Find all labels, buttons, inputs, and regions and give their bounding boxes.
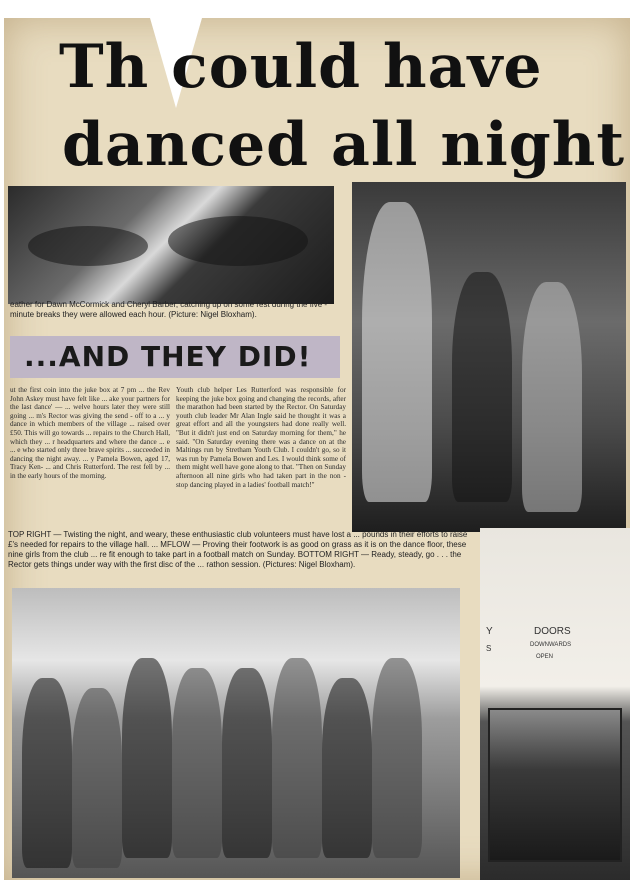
subheading-text: ...AND THEY DID! (24, 340, 312, 373)
photo-football-girls (12, 588, 460, 878)
sign-downwards: DOWNWARDS (530, 642, 572, 648)
photo-figure (322, 678, 372, 858)
article-column-2 (176, 386, 346, 544)
sign-open: OPEN (536, 654, 554, 660)
jukebox (488, 708, 622, 862)
photo-figure (452, 272, 512, 502)
headline-line-2: danced all night (62, 110, 626, 180)
caption-middle: TOP RIGHT — Twisting the night, and weary, these enthusiastic club volunteers must have lost a ... pounds in their efforts to raise £'s needed for repairs to the village hall. ... MFLOW — Proving their footwork is as good on grass as it is on the dance floor, these nine girls from the club ... re fit enough to take part in a football match on Sunday. BOTTOM RIGHT — Ready, steady, go . . . the Rector gets things under way with the first disc of the ... rathon session. (Pictures: Nigel Bloxham). (8, 530, 468, 569)
photo-dancers (352, 182, 626, 532)
photo-figure (168, 216, 308, 266)
article-col1-text: ut the first coin into the juke box at 7 pm ... the Rev John Askey must have felt like ... ake your partners for the last dance' — ... welve hours later they were still going ... m's Rector was giving the send - off to a ... y dance in which members of the village ... raised over £50. This will go towards ... repairs to the Church Hall, which they ... r headquarters and where the dance ... e ... e who started only three brave spirits ... succeeded in dancing the night away. ... y Pamela Bowen, aged 17, Tracy Ken- ... and Chris Rutterford. The rest fell by ... in the early hours of the morning. (10, 386, 170, 480)
photo-figure (522, 282, 582, 512)
photo-sleeping-girls (8, 186, 334, 304)
sign-doors: DOORS (534, 626, 571, 637)
photo-figure (122, 658, 172, 858)
photo-figure (372, 658, 422, 858)
photo-figure (72, 688, 122, 868)
photo-figure (172, 668, 222, 858)
newspaper-clipping (4, 18, 630, 880)
subheading-banner (10, 336, 340, 378)
article-column-1 (10, 386, 170, 524)
sign-partial-y: Y (486, 626, 493, 637)
sign-partial-s: S (486, 644, 492, 653)
caption-top: eather for Dawn McCormick and Cheryl Barber, catching up on some rest during the five - minute breaks they were allowed each hour. (Picture: Nigel Bloxham). (10, 300, 328, 319)
photo-figure (362, 202, 432, 502)
headline-line-1: Th could have (59, 32, 543, 102)
photo-figure (272, 658, 322, 858)
article-col2-text: Youth club helper Les Rutterford was responsible for keeping the juke box going and changing the records, after the marathon had been started by the Rector. On Saturday youth club leader Mr Alan Ingle said he thought it was a great effort and all the youngsters had done really well. "But it didn't just end on Saturday morning for them," he said. "On Saturday evening there was a dance on at the Maltings run by Stretham Youth Club. I couldn't go, so it was run by Pamela Bowen and Les. I would think some of them might well have gone along to that. "Then on Sunday afternoon all nine girls who had taken part in the non - stop dancing played in a ladies' football match!" (176, 386, 346, 489)
photo-figure (28, 226, 148, 266)
photo-figure (222, 668, 272, 858)
photo-figure (22, 678, 72, 868)
